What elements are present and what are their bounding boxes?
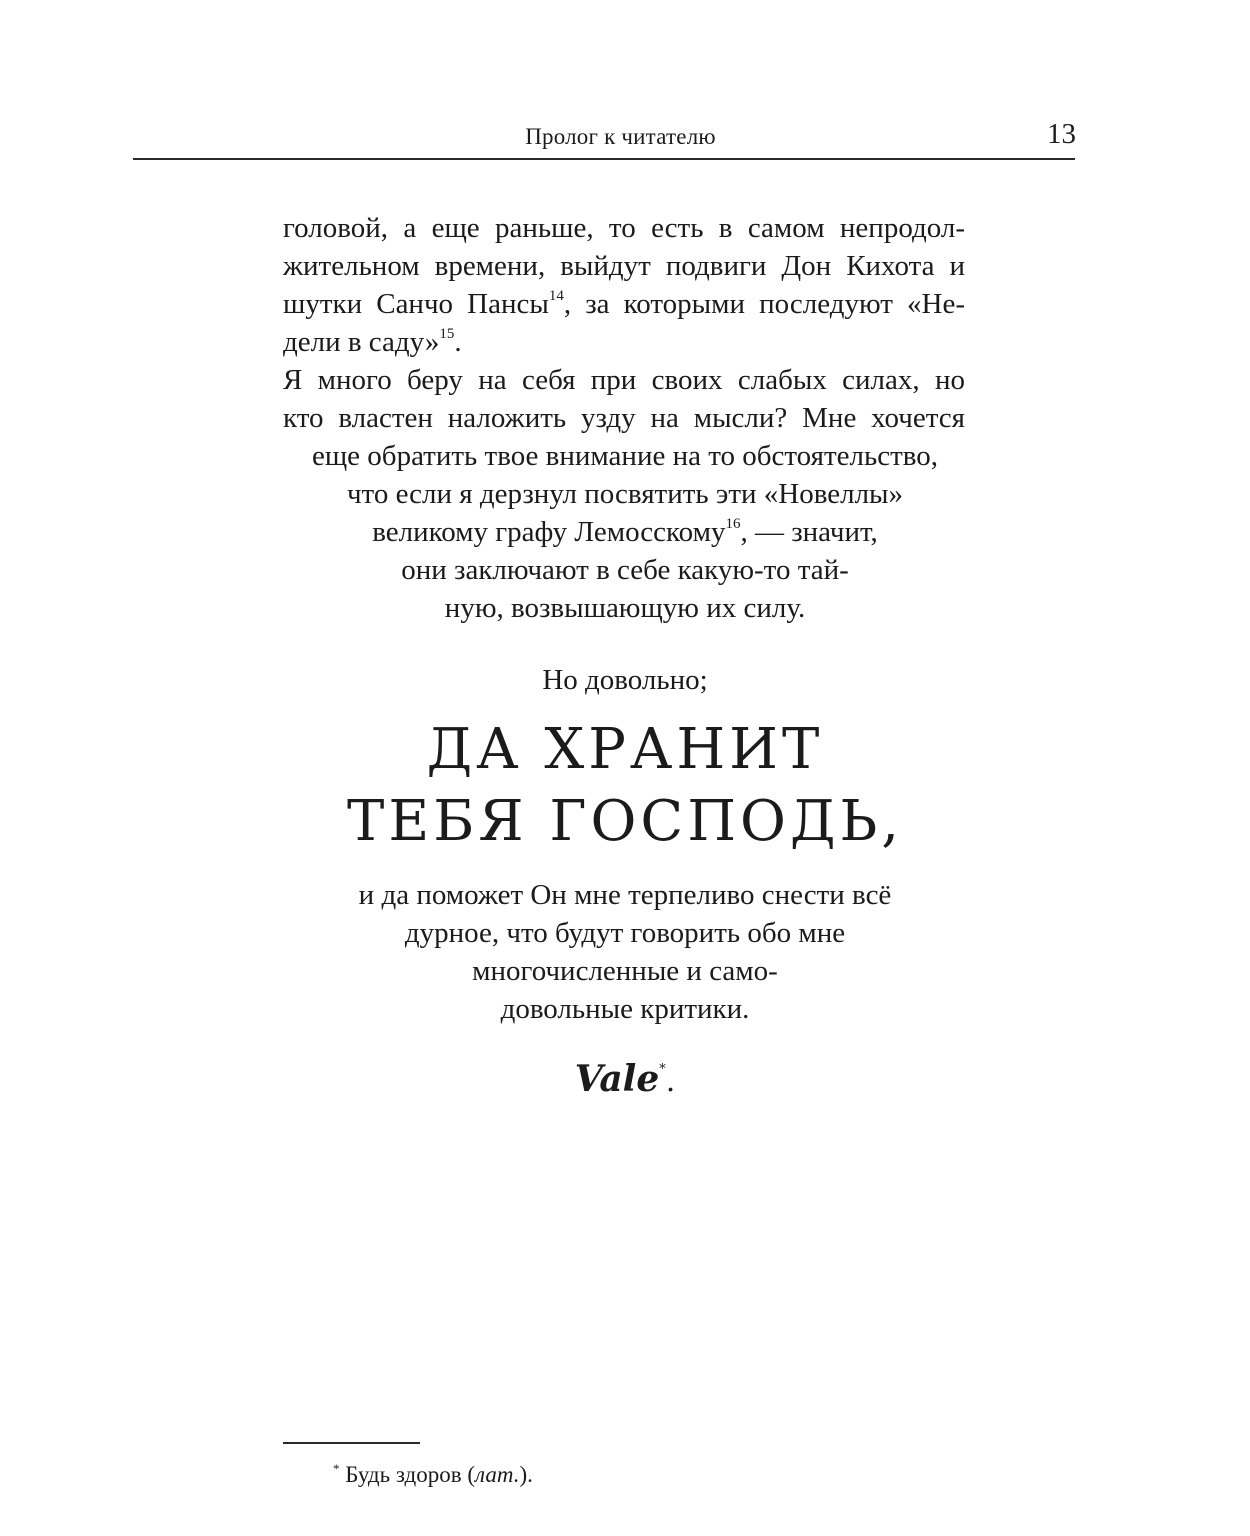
running-header-title: Пролог к читателю xyxy=(525,124,716,149)
text-line: Я много беру на себя при своих слабых силах, но xyxy=(283,364,965,396)
blessing-heading: ТЕБЯ ГОСПОДЬ, xyxy=(346,789,904,854)
vale-word: Vale xyxy=(574,1058,660,1100)
text-line: ную, возвышающую их силу. xyxy=(444,592,806,624)
text-line: еще обратить твое внимание на то обстоятельство, xyxy=(311,440,939,472)
footnote-text: Будь здоров ( xyxy=(339,1462,476,1487)
text-line: кто властен наложить узду на мысли? Мне хочется xyxy=(283,402,965,434)
footnote xyxy=(333,1462,533,1488)
text-line xyxy=(283,323,462,361)
footnote-italic: лат. xyxy=(475,1462,520,1487)
footnote-mark: * xyxy=(333,1461,340,1476)
text-line: многочисленные и само- xyxy=(472,955,778,987)
text-line: и да поможет Он мне терпеливо снести всё xyxy=(358,879,892,911)
vale-signoff xyxy=(0,1058,1250,1100)
page-number: 13 xyxy=(1047,118,1076,150)
footnote-mark: * xyxy=(659,1062,666,1077)
footnote-text: ). xyxy=(519,1462,533,1487)
text-line: Но довольно; xyxy=(542,664,708,696)
text-line: дурное, что будут говорить обо мне xyxy=(404,917,846,949)
text-fragment: , — значит, xyxy=(740,516,878,548)
text-fragment: , за которыми последуют «Не- xyxy=(563,288,965,320)
text-fragment: . xyxy=(454,326,462,358)
header-rule xyxy=(133,158,1075,160)
text-fragment: дели в саду» xyxy=(283,326,440,358)
text-line: довольные критики. xyxy=(500,993,750,1025)
vale-dot: . xyxy=(665,1064,676,1099)
text-line: головой, а еще раньше, то есть в самом непродол- xyxy=(283,212,965,244)
text-line: они заключают в себе какую-то тай- xyxy=(401,554,849,586)
text-fragment: великому графу Лемосскому xyxy=(372,516,726,548)
footnote-ref: 15 xyxy=(439,326,455,342)
blessing-heading: ДА ХРАНИТ xyxy=(426,717,824,782)
text-line: что если я дерзнул посвятить эти «Новеллы» xyxy=(346,478,904,510)
text-fragment: шутки Санчо Пансы xyxy=(283,288,549,320)
footnote-rule xyxy=(283,1442,420,1444)
text-line: жительном времени, выйдут подвиги Дон Кихота и xyxy=(283,250,965,282)
footnote-ref: 14 xyxy=(548,288,564,304)
text-line xyxy=(0,513,1250,551)
text-line xyxy=(283,285,965,323)
footnote-ref: 16 xyxy=(725,516,741,532)
